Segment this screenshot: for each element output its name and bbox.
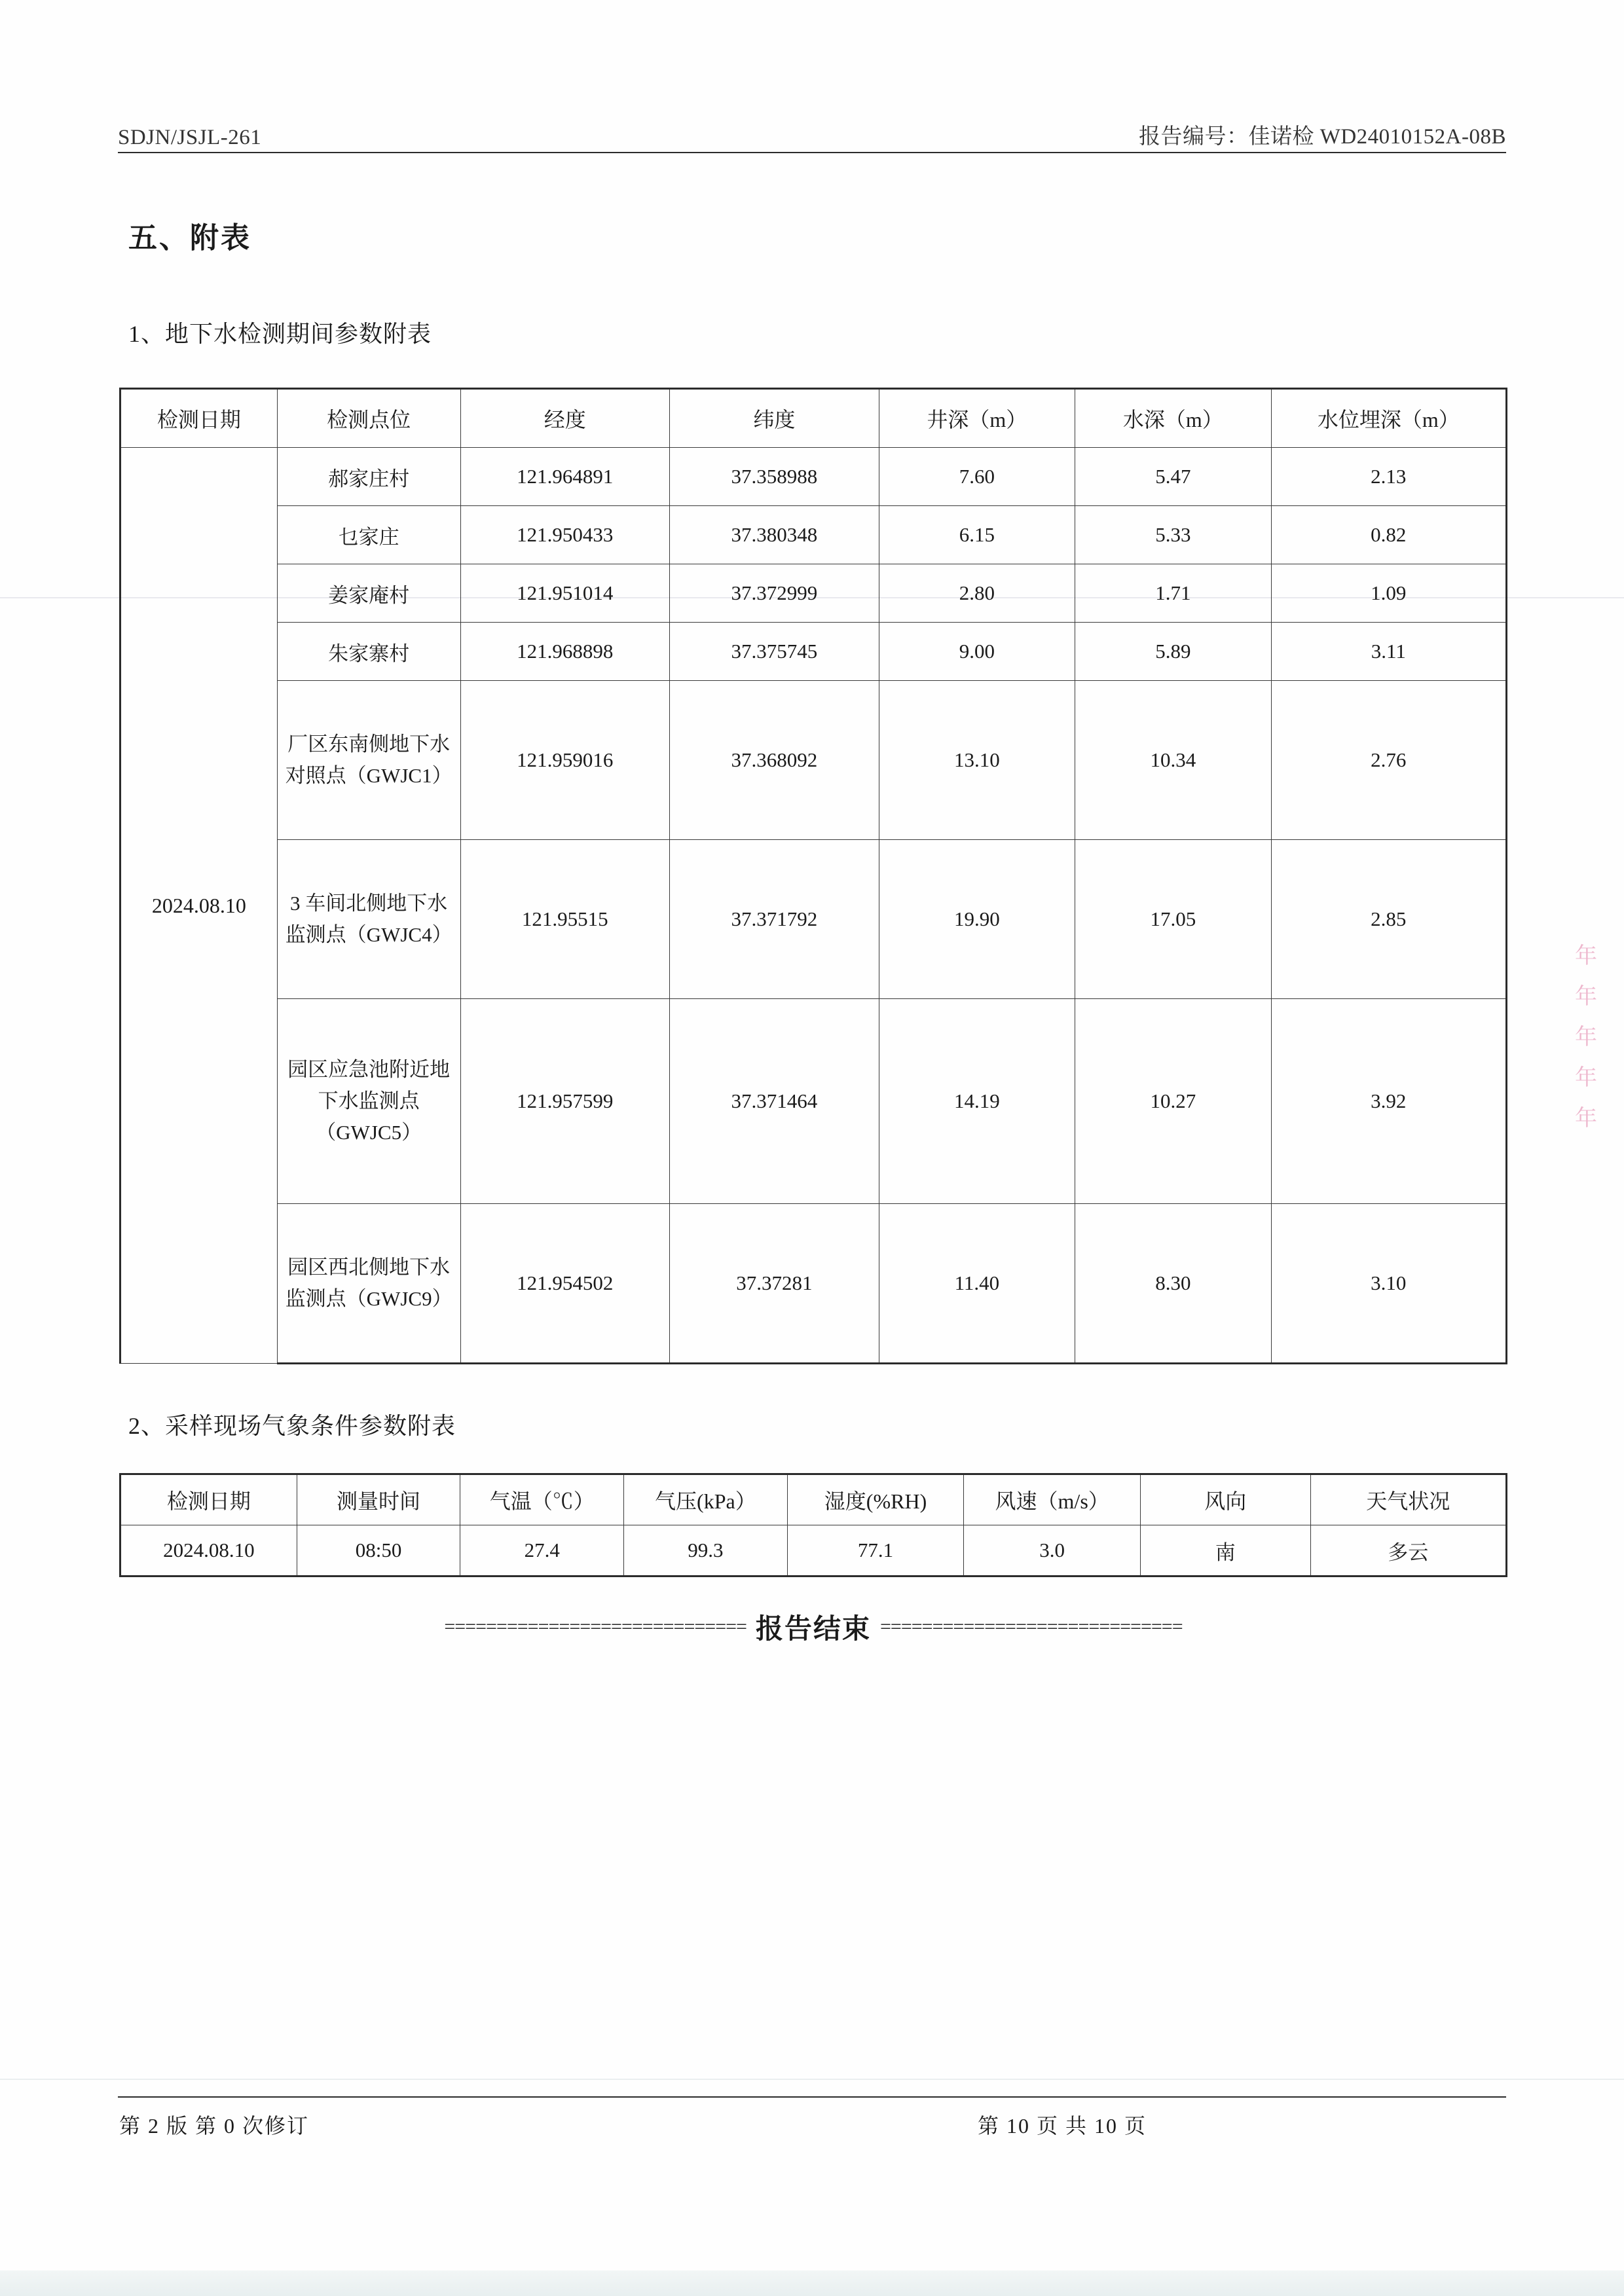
cell-well-depth: 19.90 xyxy=(879,840,1075,999)
cell-well-depth: 9.00 xyxy=(879,623,1075,681)
cell-site: 3 车间北侧地下水监测点（GWJC4） xyxy=(285,891,452,946)
cell-site: 园区应急池附近地下水监测点（GWJC5） xyxy=(287,1057,451,1144)
report-end-text: 报告结束 xyxy=(755,1614,871,1645)
cell-well-depth: 13.10 xyxy=(879,681,1075,840)
cell-time: 08:50 xyxy=(297,1525,460,1576)
weather-parameters-table xyxy=(119,1473,1507,1577)
cell-well-depth: 11.40 xyxy=(879,1204,1075,1364)
table-row xyxy=(120,840,1507,999)
cell-date: 2024.08.10 xyxy=(120,1525,297,1576)
scan-artifact-edge-bottom xyxy=(0,2270,1624,2296)
cell-buried-depth: 2.76 xyxy=(1271,681,1506,840)
cell-longitude: 121.964891 xyxy=(460,448,670,506)
cell-latitude: 37.371464 xyxy=(670,999,879,1204)
cell-buried-depth: 2.85 xyxy=(1271,840,1506,999)
cell-site: 郝家庄村 xyxy=(277,448,460,506)
cell-buried-depth: 2.13 xyxy=(1271,448,1506,506)
col-header-date: 检测日期 xyxy=(120,389,278,448)
col-header-time: 测量时间 xyxy=(297,1474,460,1525)
cell-longitude: 121.951014 xyxy=(460,564,670,623)
col-header-water-depth: 水深（m） xyxy=(1075,389,1271,448)
cell-longitude: 121.950433 xyxy=(460,506,670,564)
footer-revision: 第 2 版 第 0 次修订 xyxy=(119,2114,310,2138)
cell-latitude: 37.358988 xyxy=(670,448,879,506)
cell-water-depth: 5.33 xyxy=(1075,506,1271,564)
cell-wind-direction: 南 xyxy=(1140,1525,1310,1576)
section-title: 五、附表 xyxy=(128,222,251,254)
margin-annotation-pink: 年 年 年 年 年 xyxy=(1575,944,1597,1131)
table-header-row xyxy=(120,389,1507,448)
cell-latitude: 37.371792 xyxy=(670,840,879,999)
page-footer xyxy=(119,2109,1507,2140)
cell-water-depth: 10.27 xyxy=(1075,999,1271,1204)
col-header-buried-depth: 水位埋深（m） xyxy=(1271,389,1506,448)
cell-temperature: 27.4 xyxy=(460,1525,624,1576)
cell-humidity: 77.1 xyxy=(787,1525,964,1576)
footer-divider xyxy=(118,2096,1506,2098)
cell-well-depth: 14.19 xyxy=(879,999,1075,1204)
cell-longitude: 121.959016 xyxy=(460,681,670,840)
cell-buried-depth: 3.92 xyxy=(1271,999,1506,1204)
cell-buried-depth: 0.82 xyxy=(1271,506,1506,564)
cell-longitude: 121.968898 xyxy=(460,623,670,681)
col-header-wind-direction: 风向 xyxy=(1140,1474,1310,1525)
cell-date: 2024.08.10 xyxy=(120,448,278,1364)
cell-buried-depth: 1.09 xyxy=(1271,564,1506,623)
cell-site: 厂区东南侧地下水对照点（GWJC1） xyxy=(285,732,452,787)
cell-buried-depth: 3.10 xyxy=(1271,1204,1506,1364)
cell-well-depth: 2.80 xyxy=(879,564,1075,623)
col-header-site: 检测点位 xyxy=(277,389,460,448)
report-end-dashes-right: ============================= xyxy=(880,1616,1183,1637)
cell-weather: 多云 xyxy=(1310,1525,1507,1576)
cell-well-depth: 7.60 xyxy=(879,448,1075,506)
col-header-date: 检测日期 xyxy=(120,1474,297,1525)
col-header-well-depth: 井深（m） xyxy=(879,389,1075,448)
table-row xyxy=(120,681,1507,840)
cell-buried-depth: 3.11 xyxy=(1271,623,1506,681)
table-row xyxy=(120,506,1507,564)
table-header-row xyxy=(120,1474,1507,1525)
report-end-dashes-left: ============================= xyxy=(444,1616,747,1637)
col-header-longitude: 经度 xyxy=(460,389,670,448)
cell-site: 园区西北侧地下水监测点（GWJC9） xyxy=(285,1255,452,1310)
cell-pressure: 99.3 xyxy=(624,1525,788,1576)
subsection-title-weather: 2、采样现场气象条件参数附表 xyxy=(128,1413,456,1439)
report-number: 报告编号：佳诺检 WD24010152A-08B xyxy=(1138,125,1506,149)
cell-latitude: 37.37281 xyxy=(670,1204,879,1364)
col-header-temperature: 气温（℃） xyxy=(460,1474,624,1525)
table-row xyxy=(120,1525,1507,1576)
cell-longitude: 121.95515 xyxy=(460,840,670,999)
cell-water-depth: 1.71 xyxy=(1075,564,1271,623)
header-divider xyxy=(118,152,1506,153)
report-end-marker xyxy=(119,1607,1507,1647)
cell-water-depth: 5.47 xyxy=(1075,448,1271,506)
col-header-weather: 天气状况 xyxy=(1310,1474,1507,1525)
groundwater-parameters-table xyxy=(119,388,1507,1364)
col-header-wind-speed: 风速（m/s） xyxy=(964,1474,1141,1525)
table-row xyxy=(120,564,1507,623)
cell-water-depth: 5.89 xyxy=(1075,623,1271,681)
scan-artifact-line-bottom xyxy=(0,2079,1624,2080)
cell-longitude: 121.957599 xyxy=(460,999,670,1204)
subsection-title-groundwater: 1、地下水检测期间参数附表 xyxy=(128,321,432,347)
cell-latitude: 37.372999 xyxy=(670,564,879,623)
cell-site: 乜家庄 xyxy=(277,506,460,564)
cell-site: 朱家寨村 xyxy=(277,623,460,681)
cell-site: 姜家庵村 xyxy=(277,564,460,623)
col-header-pressure: 气压(kPa） xyxy=(624,1474,788,1525)
table-row xyxy=(120,448,1507,506)
cell-latitude: 37.375745 xyxy=(670,623,879,681)
cell-water-depth: 8.30 xyxy=(1075,1204,1271,1364)
cell-wind-speed: 3.0 xyxy=(964,1525,1141,1576)
table-row xyxy=(120,999,1507,1204)
cell-latitude: 37.380348 xyxy=(670,506,879,564)
page-header xyxy=(118,119,1506,150)
cell-well-depth: 6.15 xyxy=(879,506,1075,564)
document-code: SDJN/JSJL-261 xyxy=(118,126,262,149)
table-row xyxy=(120,1204,1507,1364)
col-header-humidity: 湿度(%RH) xyxy=(787,1474,964,1525)
cell-longitude: 121.954502 xyxy=(460,1204,670,1364)
footer-page-number: 第 10 页 共 10 页 xyxy=(977,2114,1147,2138)
cell-water-depth: 17.05 xyxy=(1075,840,1271,999)
table-row xyxy=(120,623,1507,681)
cell-latitude: 37.368092 xyxy=(670,681,879,840)
cell-water-depth: 10.34 xyxy=(1075,681,1271,840)
col-header-latitude: 纬度 xyxy=(670,389,879,448)
